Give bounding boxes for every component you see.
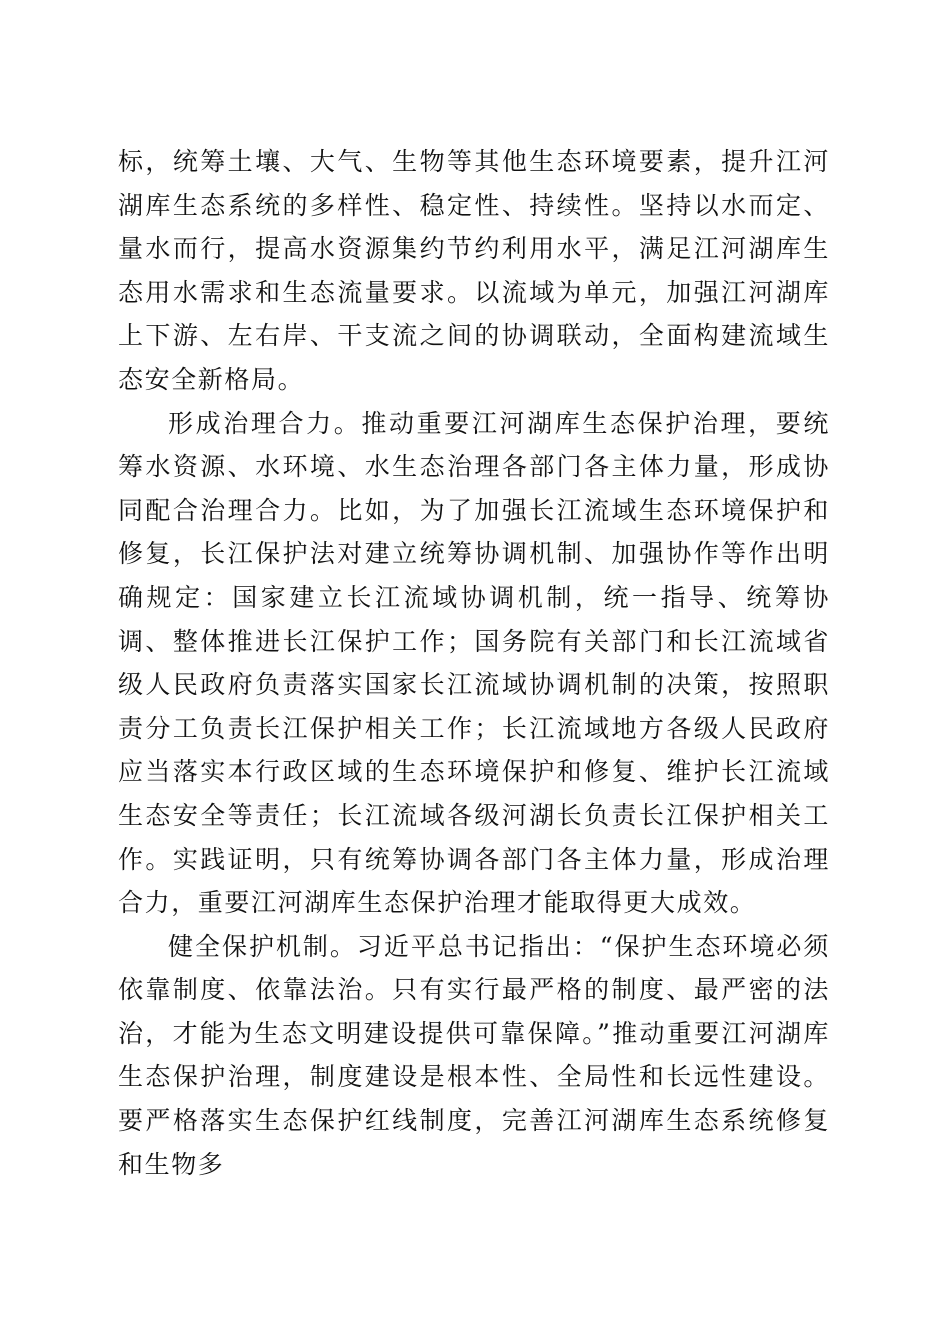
paragraph-continuation: 标，统筹土壤、大气、生物等其他生态环境要素，提升江河湖库生态系统的多样性、稳定性、持续性。坚持以水而定、量水而行，提高水资源集约节约利用水平，满足江河湖库生态用水需求和生态流量要求。以流域为单元，加强江河湖库上下游、左右岸、干支流之间的协调联动，全面构建流域生态安全新格局。 (118, 147, 830, 394)
document-page (118, 140, 830, 1186)
paragraph-protection-mechanism: 健全保护机制。习近平总书记指出：“保护生态环境必须依靠制度、依靠法治。只有实行最严格的制度、最严密的法治，才能为生态文明建设提供可靠保障。”推动重要江河湖库生态保护治理，制度建设是根本性、全局性和长远性建设。要严格落实生态保护红线制度，完善江河湖库生态系统修复和生物多 (118, 931, 830, 1179)
paragraph-governance-synergy: 形成治理合力。推动重要江河湖库生态保护治理，要统筹水资源、水环境、水生态治理各部门各主体力量，形成协同配合治理合力。比如，为了加强长江流域生态环境保护和修复，长江保护法对建立统筹协调机制、加强协作等作出明确规定：国家建立长江流域协调机制，统一指导、统筹协调、整体推进长江保护工作；国务院有关部门和长江流域省级人民政府负责落实国家长江流域协调机制的决策，按照职责分工负责长江保护相关工作；长江流域地方各级人民政府应当落实本行政区域的生态环境保护和修复、维护长江流域生态安全等责任；长江流域各级河湖长负责长江保护相关工作。实践证明，只有统筹协调各部门各主体力量，形成治理合力，重要江河湖库生态保护治理才能取得更大成效。 (118, 408, 830, 918)
